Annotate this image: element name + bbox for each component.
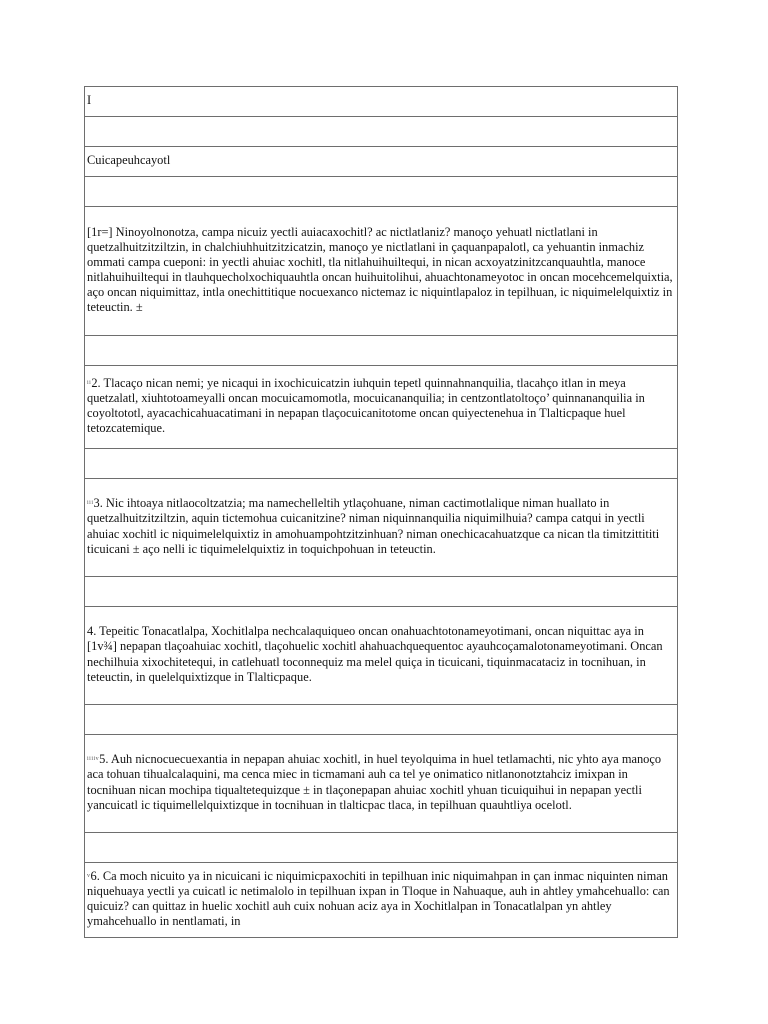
table-row <box>85 479 678 577</box>
paragraph-text: [1r=] Ninoyolnonotza, campa nicuiz yectli auiacaxochitl? ac nictlatlaniz? manoço yehuatl nictlatlani in quetzalhuitzitziltzin, in chalchiuhhuitzitzicatzin, manoço ye nictlatlani in çaquanpapalotl, ca yehuantin inmachiz ommati campa cueponi: in yectli ahuiac xochitl, tla nitlahuihuiltequi, in nican acxoyatzinitzcanquauhtla, manoce nitlahuihuiltequi in tlauhquecholxochiquauhtla oncan huihuitolihui, ahuachtonameyotoc in oncan mocehcemelquixtia, aço oncan niquimittaz, intla onechittitique nocuexanco nictemaz ic niquintlapaloz in tepilhuan, ic niquimelelquixtiz in teteuctin. ± <box>87 224 673 315</box>
paragraph-text: 4. Tepeitic Tonacatlalpa, Xochitlalpa nechcalaquiqueo oncan onahuachtotonameyotimani, oncan niquittac aya in [1v¾] nepapan tlaçoahuiac xochitl, tlaçohuelic xochitl ahahuachquequentoc ayauhcoçamalotonameyotimani. Oncan nechilhuia xixochitetequi, in catlehuatl toconnequiz ma melel quiça in ticuicani, tiquinmacataciz in tocnihuan, in teteuctin, in quelelquixtizque in Tlalticpaque. <box>87 624 663 684</box>
table-row <box>85 366 678 449</box>
table-row <box>85 147 678 177</box>
paragraph-cell <box>85 366 678 449</box>
empty-cell <box>85 577 678 607</box>
table-row <box>85 577 678 607</box>
table-row <box>85 177 678 207</box>
table-row <box>85 87 678 117</box>
empty-cell <box>85 705 678 735</box>
paragraph-cell <box>85 863 678 938</box>
document-table <box>84 86 678 938</box>
document-heading: I <box>85 87 678 117</box>
table-row <box>85 117 678 147</box>
empty-cell <box>85 336 678 366</box>
paragraph-text: 6. Ca moch nicuito ya in nicuicani ic niquimicpaxochiti in tepilhuan inic niquimahpan in çan inmac niquinten niman niquehuaya yectli ya cuicatl ic netimalolo in tepilhuan ixpan in Tloque in Nahuaque, auh in ahtley ymahcehuallo: can quicuiz? can quittaz in huelic xochitl auh cuix nohuan aciz aya in Xochitlalpan in Tonacatlalpan yn ahtley ymahcehuallo in nentlamati, in <box>87 868 670 929</box>
table-row <box>85 705 678 735</box>
table-row <box>85 207 678 336</box>
table-row <box>85 607 678 705</box>
table-row <box>85 449 678 479</box>
table-row <box>85 735 678 833</box>
paragraph-text: 5. Auh nicnocuecuexantia in nepapan ahuiac xochitl, in huel teyolquima in huel tetlamachti, nic yhto aya manoço aca tohuan tihualcalaquini, ma cenca miec in ticmamani auh ca tel ye onimatico nitlanonotztahciz imixpan in tocnihuan nican mochipa tiqualtetequizque ± in tlaçonepapan ahuiac xochitl yhuan ticuiquihui in nepapan yectli yancuicatl ic tiquimellelquixtizque in tocnihuan in tlalticpac tlaca, in tepilhuan quauhtliya ocelotl. <box>87 752 662 812</box>
footnote-marker: ii <box>87 379 92 386</box>
document-title: Cuicapeuhcayotl <box>85 147 678 177</box>
table-row <box>85 336 678 366</box>
empty-cell <box>85 449 678 479</box>
paragraph-cell <box>85 479 678 577</box>
empty-cell <box>85 117 678 147</box>
paragraph-text: 2. Tlacaço nican nemi; ye nicaqui in ixochicuicatzin iuhquin tepetl quinnahnanquilia, tlacahço itlan in meya quetzalatl, xiuhtotoameyalli oncan mocuicamomotla, mocuicananquilia; in centzontlatoltoço’ quinnananquilia in coyoltototl, ayacachicahuacatimani in nepapan tlaçocuicanitotome oncan quiyectenehua in Tlalticpaque huel tetozcatemique. <box>87 375 645 436</box>
table-row <box>85 863 678 938</box>
footnote-marker: iii <box>87 500 94 507</box>
footnote-marker: iiiiv <box>87 756 100 763</box>
table-row <box>85 833 678 863</box>
paragraph-cell <box>85 207 678 336</box>
empty-cell <box>85 177 678 207</box>
footnote-marker: v <box>87 872 91 879</box>
paragraph-cell <box>85 607 678 705</box>
empty-cell <box>85 833 678 863</box>
paragraph-text: 3. Nic ihtoaya nitlaocoltzatzia; ma namechelleltih ytlaçohuane, niman cactimotlalique niman huallato in quetzalhuitzitziltzin, aquin tictemohua cuicanitzine? niman niquinnanquilia niquimilhuia? campa catqui in yectli ahuiac xochitl ic niquimelelquixtiz in amohuampohtzitzinhuan? niman onechicacahuatzque ca nican tla timitzittititi ticuicani ± aço nelli ic tiquimelelquixtiz in toquichpohuan in teteuctin. <box>87 496 660 556</box>
paragraph-cell <box>85 735 678 833</box>
